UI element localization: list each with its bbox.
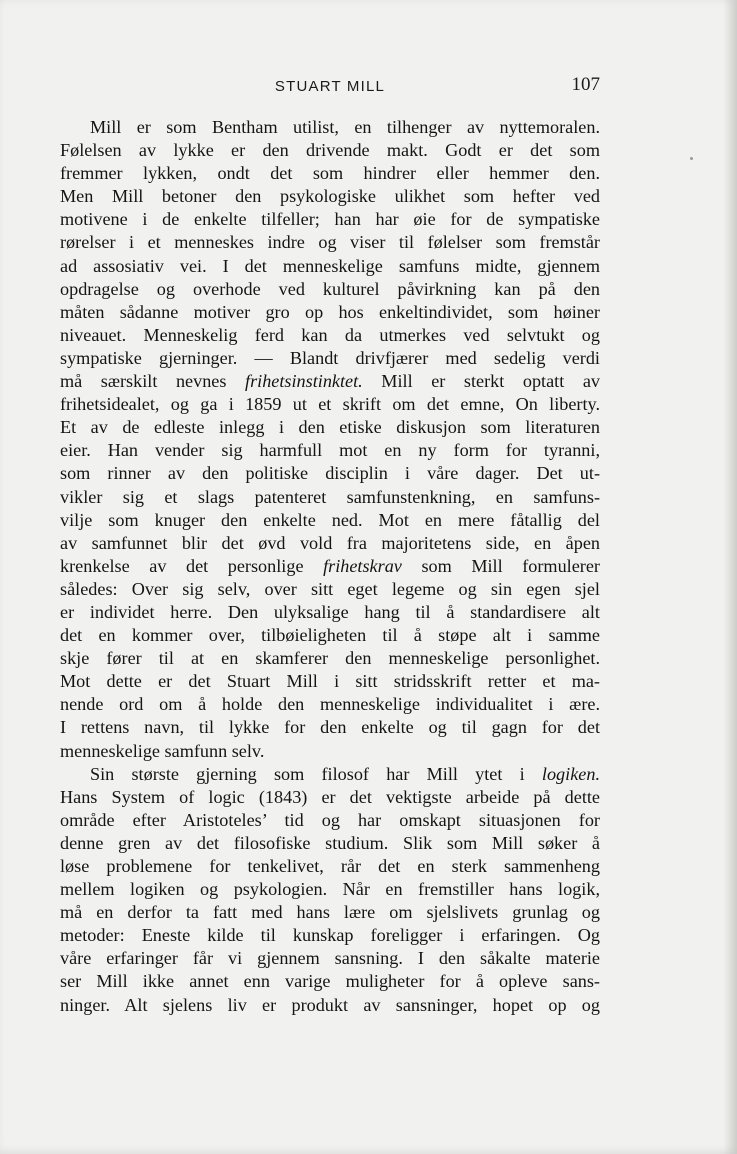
text-line: [60, 370, 600, 393]
text-segment: frihetsidealet, og ga i 1859 ut et skrift om det emne, On liberty.: [60, 394, 600, 415]
text-line: [60, 532, 600, 555]
text-segment: vilje som knuger den enkelte ned. Mot en mere fåtallig del: [60, 509, 600, 530]
paper-speck: [690, 157, 693, 160]
text-segment: skje fører til at en skamferer den menneskelige personlighet.: [60, 648, 600, 669]
text-segment: løse problemene for tenkelivet, rår det en sterk sammenheng: [60, 856, 600, 876]
text-line: [60, 994, 600, 1017]
text-segment: rørelser i et menneskes indre og viser til følelser som fremstår: [60, 232, 600, 253]
text-line: [60, 162, 600, 185]
text-segment: Mill er som Bentham utilist, en tilhenger av nyttemoralen.: [90, 117, 600, 137]
text-line: [60, 947, 600, 970]
text-line: [60, 486, 600, 509]
text-line: [60, 670, 600, 693]
text-segment: opdragelse og overhode ved kulturel påvirkning kan på den: [60, 278, 600, 299]
text-line: [60, 786, 600, 809]
text-line: [60, 416, 600, 439]
text-line: [60, 278, 600, 301]
text-segment: eier. Han vender sig harmfull mot en ny form for tyranni,: [60, 440, 600, 461]
text-line: [60, 855, 600, 878]
text-line: [60, 301, 600, 324]
text-line: [60, 624, 600, 647]
text-segment: Men Mill betoner den psykologiske ulikhet som hefter ved: [60, 186, 600, 207]
text-line: [60, 255, 600, 278]
running-head: [60, 74, 600, 100]
text-segment: som rinner av den politiske disciplin i våre dager. Det ut-: [60, 463, 600, 484]
text-line: [60, 208, 600, 231]
text-line: [60, 647, 600, 670]
text-segment: Mill er sterkt optatt av: [362, 371, 600, 392]
text-segment: det en kommer over, tilbøieligheten til å støpe alt i samme: [60, 625, 600, 646]
text-segment: Sin største gjerning som filosof har Mill ytet i: [90, 763, 542, 784]
text-line: [60, 393, 600, 416]
text-line: [60, 578, 600, 601]
text-line: [60, 324, 600, 347]
text-line: [60, 439, 600, 462]
body-text: [60, 116, 600, 1017]
text-segment: metoder: Eneste kilde til kunskap foreligger i erfaringen. Og: [60, 925, 600, 946]
italic-term: frihetskrav: [323, 555, 402, 576]
text-segment: niveauet. Menneskelig ferd kan da utmerkes ved selvtukt og: [60, 324, 600, 345]
text-segment: fremmer lykken, ondt det som hindrer eller hemmer den.: [60, 163, 600, 184]
text-line: [60, 462, 600, 485]
text-segment: vikler sig et slags patenteret samfunstenkning, en samfuns-: [60, 486, 600, 507]
text-segment: krenkelse av det personlige: [60, 555, 324, 576]
text-segment: nende ord om å holde den menneskelige individualitet i ære.: [60, 694, 600, 715]
text-segment: Følelsen av lykke er den drivende makt. Godt er det som: [60, 140, 600, 161]
text-line: [60, 347, 600, 370]
text-segment: som Mill formulerer: [401, 555, 600, 576]
text-segment: av samfunnet blir det øvd vold fra majoritetens side, en åpen: [60, 532, 600, 553]
italic-term: logiken.: [541, 763, 600, 784]
page-edge-shadow: [723, 0, 737, 1154]
text-line: [60, 878, 600, 901]
text-line: [60, 763, 600, 786]
text-segment: ninger. Alt sjelens liv er produkt av sansninger, hopet op og: [60, 994, 600, 1015]
text-segment: Hans System of logic (1843) er det vektigste arbeide på dette: [60, 786, 600, 807]
text-line: [60, 901, 600, 924]
page-number: 107: [571, 74, 600, 95]
text-segment: denne gren av det filosofiske studium. Slik som Mill søker å: [60, 832, 600, 853]
text-segment: I rettens navn, til lykke for den enkelte og til gagn for det: [60, 717, 600, 738]
running-head-title: STUART MILL: [274, 78, 386, 95]
text-segment: således: Over sig selv, over sitt eget legeme og sin egen sjel: [60, 578, 600, 599]
italic-term: frihetsinstinktet.: [245, 371, 363, 392]
text-segment: måten sådanne motiver gro op hos enkeltindividet, som høiner: [60, 301, 600, 322]
text-segment: område efter Aristoteles’ tid og har omskapt situasjonen for: [60, 809, 600, 830]
text-line: [60, 555, 600, 578]
text-line: [60, 601, 600, 624]
text-segment: sympatiske gjerninger. — Blandt drivfjærer med sedelig verdi: [60, 347, 600, 368]
text-segment: må særskilt nevnes: [60, 371, 246, 392]
text-line: [60, 970, 600, 993]
text-line: [60, 509, 600, 532]
text-segment: menneskelige samfunn selv.: [60, 740, 265, 761]
text-line: [60, 693, 600, 716]
text-line: [60, 924, 600, 947]
text-line: [60, 740, 600, 763]
text-segment: motivene i de enkelte tilfeller; han har øie for de sympatiske: [60, 209, 600, 230]
text-line: [60, 231, 600, 254]
text-line: [60, 139, 600, 162]
text-segment: må en derfor ta fatt med hans lære om sjelslivets grunlag og: [60, 902, 600, 923]
text-line: [60, 716, 600, 739]
text-line: [60, 832, 600, 855]
text-line: [60, 116, 600, 139]
text-line: [60, 809, 600, 832]
text-segment: Mot dette er det Stuart Mill i sitt stridsskrift retter et ma-: [60, 671, 600, 692]
text-segment: våre erfaringer får vi gjennem sansning. I den såkalte materie: [60, 948, 600, 969]
text-segment: er individet herre. Den ulyksalige hang til å standardisere alt: [60, 601, 600, 622]
text-segment: mellem logiken og psykologien. Når en fremstiller hans logik,: [60, 879, 600, 900]
text-segment: ad assosiativ vei. I det menneskelige samfuns midte, gjennem: [60, 255, 600, 276]
text-segment: Et av de edleste inlegg i den etiske diskusjon som literaturen: [60, 417, 600, 438]
text-line: [60, 185, 600, 208]
text-segment: ser Mill ikke annet enn varige muligheter for å opleve sans-: [60, 971, 600, 992]
